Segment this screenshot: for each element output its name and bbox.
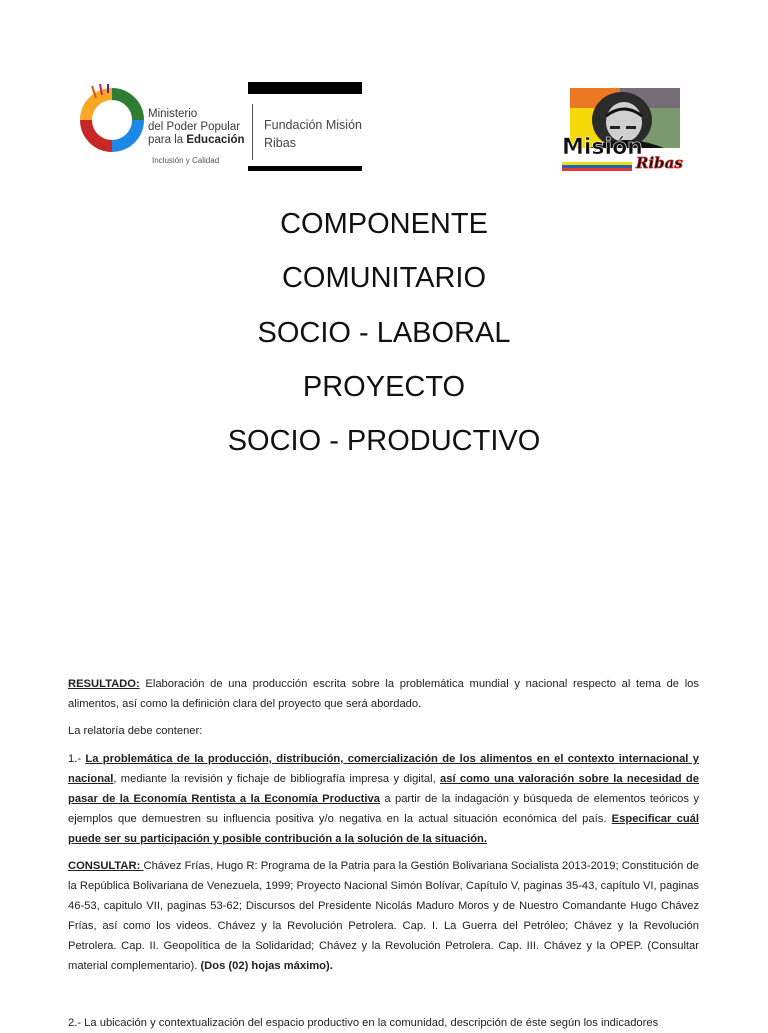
- fmr-top-bar: [248, 82, 362, 94]
- fmr-line1: Fundación Misión: [264, 118, 362, 132]
- mision-ribas-logo: [560, 86, 696, 172]
- mppe-logo: [76, 84, 246, 176]
- item1-text2: a partir de la indagación y búsqueda de elementos teóricos y ejemplos que demuestren su influencia positiva y/o negativa en la actual situación económica del país.: [68, 793, 699, 825]
- item1-paragraph: [68, 749, 699, 849]
- mppe-line2: del Poder Popular: [148, 121, 241, 133]
- item1-bold2: así como una valoración sobre la necesidad de pasar de la Economía Rentista a la Economía Productiva: [68, 773, 699, 805]
- consultar-paragraph: [68, 856, 699, 976]
- relatoria-line: La relatoría debe contener:: [68, 725, 203, 737]
- title-line-2: COMUNITARIO: [281, 262, 487, 294]
- item2-paragraph: 2.- La ubicación y contextualización del espacio productivo en la comunidad, descripción de éste según los indicadores: [68, 1017, 659, 1029]
- mppe-tagline: Inclusión y Calidad: [152, 156, 220, 165]
- item1-number: 1.-: [68, 753, 86, 765]
- fmr-divider: [252, 104, 253, 160]
- mppe-line1: Ministerio: [148, 108, 198, 120]
- fmr-bottom-bar: [248, 166, 362, 171]
- consultar-text: Chávez Frías, Hugo R: Programa de la Patria para la Gestión Bolivariana Socialista 2013-2019; Constitución de la República Bolivariana de Venezuela, 1999; Proyecto Nacional Simón Bolívar, Capítulo V, paginas 35-43, capítulo VI, paginas 46-53, capitulo VII, paginas 53-62; Discursos del Presidente Nicolás Maduro Moros y de Nuestro Comandante Hugo Chávez Frías, así como los videos. Chávez y la Revolución Petrolera. Cap. I. La Guerra del Petróleo; Chávez y la Revolución Petrolera. Cap. II. Geopolítica de la Solidaridad; Chávez y la Revolución Petrolera. Cap. III. Chávez y la OPEP. (Consultar material complementario).: [68, 860, 699, 972]
- resultado-text: Elaboración de una producción escrita sobre la problemática mundial y nacional respecto al tema de los alimentos, así como la definición clara del proyecto que será abordado.: [68, 678, 699, 710]
- item1-text1: , mediante la revisión y fichaje de bibliografía impresa y digital,: [113, 773, 441, 785]
- title-line-3: SOCIO - LABORAL: [257, 317, 511, 349]
- fmr-line2: Ribas: [264, 136, 296, 150]
- title-line-4: PROYECTO: [302, 371, 466, 403]
- mppe-ring-icon: [76, 84, 148, 160]
- mppe-name: [148, 108, 245, 147]
- ribas-word: Ribas: [636, 154, 683, 172]
- consultar-bold-end: (Dos (02) hojas máximo).: [200, 960, 333, 972]
- fmr-name: [264, 116, 362, 152]
- resultado-label: RESULTADO:: [68, 678, 140, 690]
- title-line-1: COMPONENTE: [280, 208, 488, 240]
- consultar-label: CONSULTAR:: [68, 860, 144, 872]
- mppe-line3-bold: Educación: [186, 134, 245, 146]
- mision-word: Misión: [562, 135, 643, 160]
- resultado-paragraph: [68, 674, 699, 714]
- title-line-5: SOCIO - PRODUCTIVO: [227, 425, 541, 457]
- item1-bold3: Especificar cuál puede ser su participación y posible contribución a la solución de la situación.: [68, 813, 699, 845]
- item1-bold1: La problemática de la producción, distribución, comercialización de los alimentos en el contexto internacional y nacional: [68, 753, 699, 785]
- mppe-line3-prefix: para la: [148, 134, 187, 146]
- mppe-line3: [148, 134, 245, 147]
- fmr-logo: [248, 82, 362, 172]
